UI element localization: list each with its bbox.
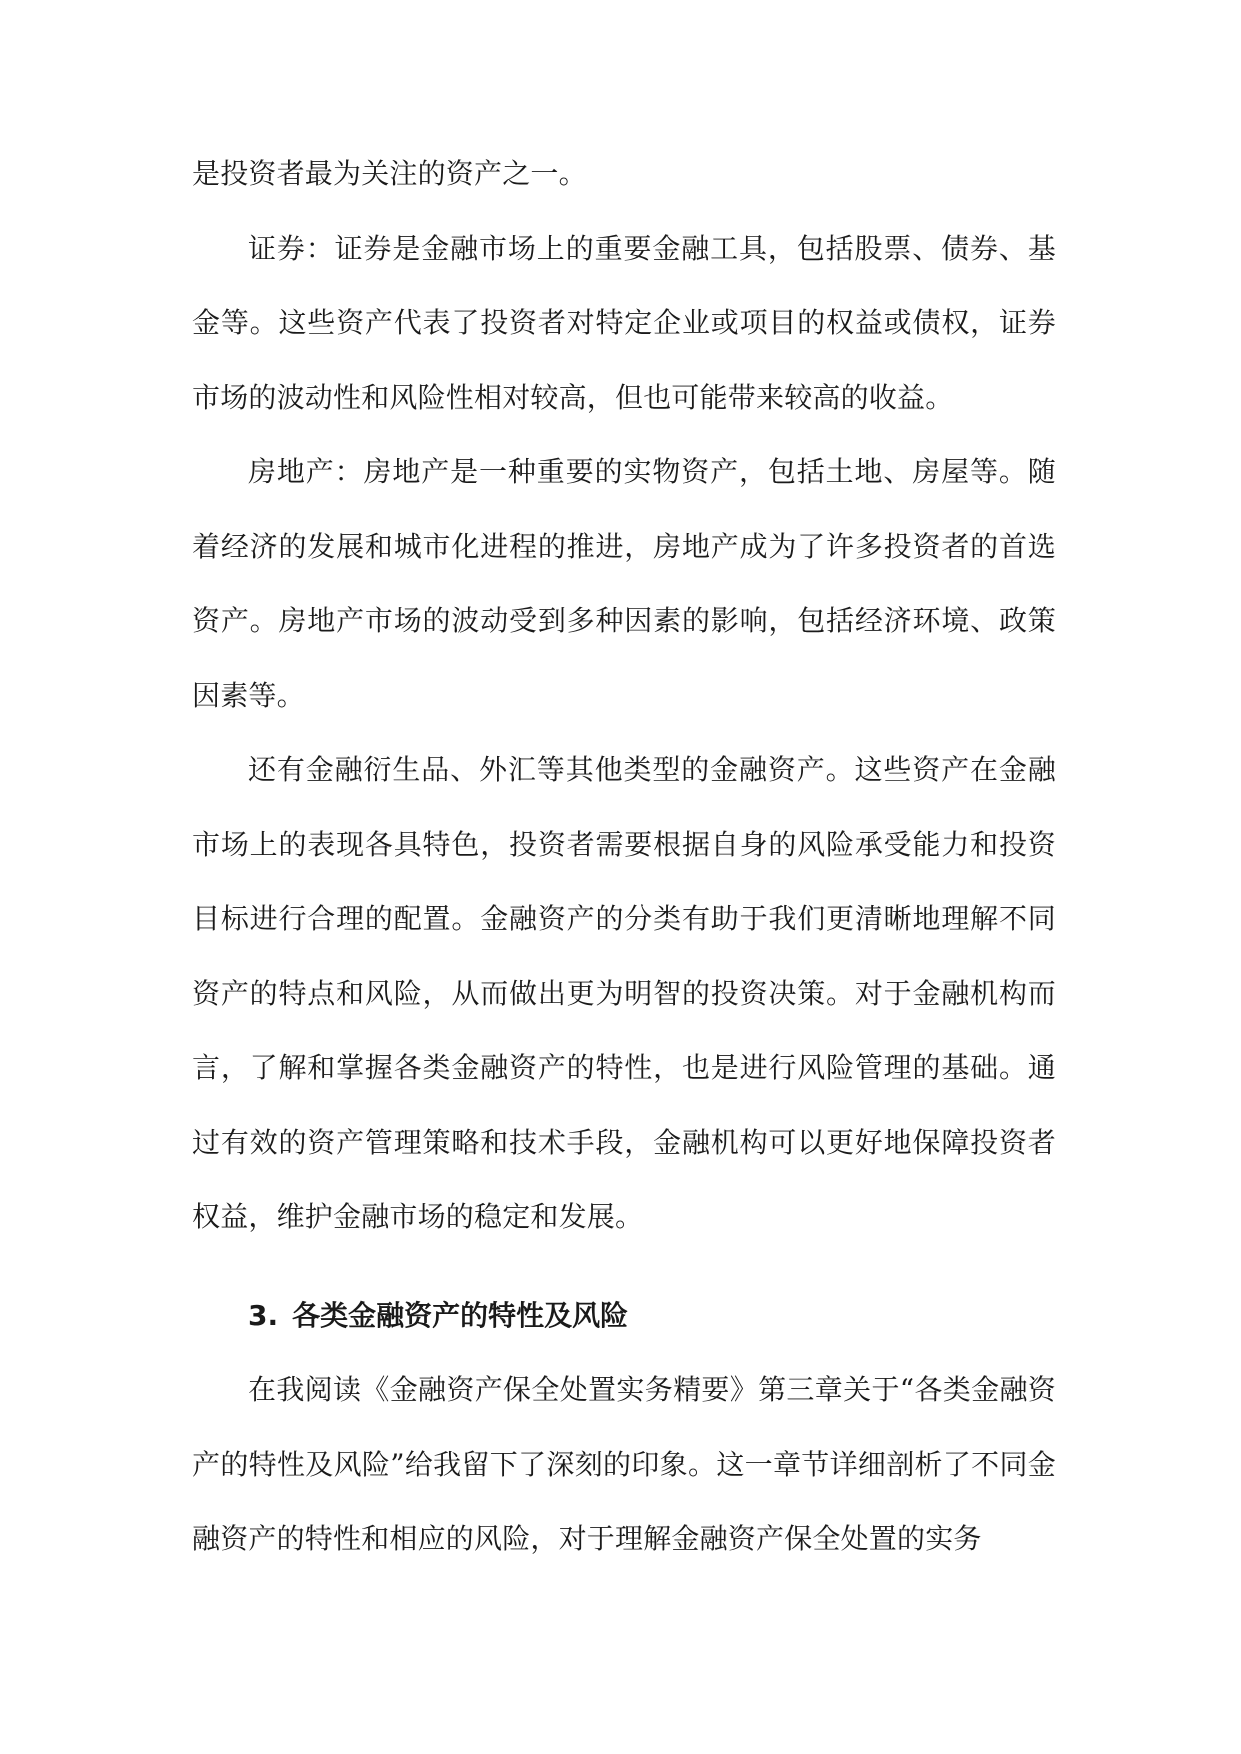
paragraph-real-estate: 房地产：房地产是一种重要的实物资产，包括土地、房屋等。随着经济的发展和城市化进程的推进，房地产成为了许多投资者的首选资产。房地产市场的波动受到多种因素的影响，包括经济环境、政策因素等。 bbox=[192, 455, 1056, 712]
paragraph-securities: 证券：证券是金融市场上的重要金融工具，包括股票、债券、基金等。这些资产代表了投资者对特定企业或项目的权益或债权，证券市场的波动性和风险性相对较高，但也可能带来较高的收益。 bbox=[192, 231, 1056, 414]
paragraph-continuation: 是投资者最为关注的资产之一。 bbox=[192, 157, 587, 190]
section-title: 各类金融资产的特性及风险 bbox=[292, 1298, 629, 1332]
paragraph-reading-reflection: 在我阅读《金融资产保全处置实务精要》第三章关于“各类金融资产的特性及风险”给我留下了深刻的印象。这一章节详细剖析了不同金融资产的特性和相应的风险，对于理解金融资产保全处置的实务 bbox=[192, 1373, 1056, 1555]
paragraph-other-assets: 还有金融衍生品、外汇等其他类型的金融资产。这些资产在金融市场上的表现各具特色，投资者需要根据自身的风险承受能力和投资目标进行合理的配置。金融资产的分类有助于我们更清晰地理解不同资产的特点和风险，从而做出更为明智的投资决策。对于金融机构而言，了解和掌握各类金融资产的特性，也是进行风险管理的基础。通过有效的资产管理策略和技术手段，金融机构可以更好地保障投资者权益，维护金融市场的稳定和发展。 bbox=[192, 753, 1056, 1233]
page-content bbox=[192, 137, 1056, 1577]
section-heading bbox=[192, 1279, 1056, 1354]
section-number: 3. bbox=[248, 1298, 279, 1332]
